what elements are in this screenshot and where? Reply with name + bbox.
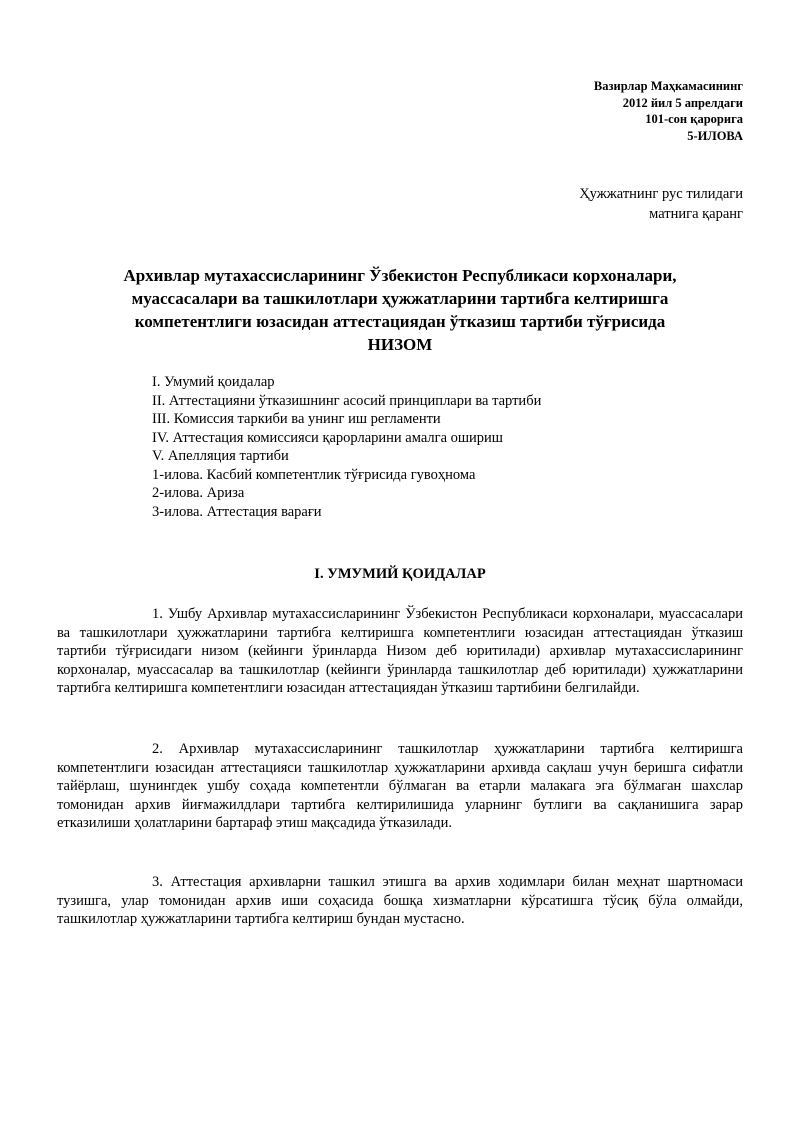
paragraph: 3. Аттестация архивларни ташкил этишга ва архив ходимлари билан меҳнат шартномаси тузишга, улар томонидан архив иши соҳасида бошқа хизматларни кўрсатишга тўсиқ бўла олмайди, ташкилотлар ҳужжатларини тартибга келтириш бундан мустасно. bbox=[57, 874, 743, 927]
note-line: матнига қаранг bbox=[649, 206, 743, 222]
reference-line: 101-сон қарорига bbox=[645, 112, 743, 126]
russian-text-note bbox=[579, 184, 743, 224]
resolution-reference bbox=[594, 78, 743, 144]
toc-item: 3-илова. Аттестация варағи bbox=[152, 503, 322, 520]
toc-item: V. Апелляция тартиби bbox=[152, 448, 289, 464]
toc-item: 1-илова. Касбий компетентлик тўғрисида гувоҳнома bbox=[152, 466, 476, 483]
paragraph: 2. Архивлар мутахассисларининг ташкилотлар ҳужжатларини тартибга келтиришга компетентлиги юзасидан аттестацияси ташкилотлар ҳужжатларини архивда сақлаш учун беришга сифатли тайёрлаш, шунингдек ушбу соҳада компетентли бўлмаган ва етарли малакага эга бўлмаган шахслар томонидан архив йиғмажилдлари тартибга келтирилишида уларнинг бутлиги ва сақланишига зарар етказилиши ҳолатларини бартараф этиш мақсадида ўтказилади. bbox=[57, 741, 743, 831]
document-title bbox=[57, 264, 743, 356]
title-line: Архивлар мутахассисларининг Ўзбекистон Республикаси корхоналари, bbox=[123, 266, 677, 285]
reference-line: Вазирлар Маҳкамасининг bbox=[593, 79, 743, 93]
note-line: Ҳужжатнинг рус тилидаги bbox=[579, 186, 743, 202]
toc-item: II. Аттестацияни ўтказишнинг асосий принциплари ва тартиби bbox=[152, 392, 542, 409]
toc-item: 2-илова. Ариза bbox=[152, 485, 245, 501]
title-line: компетентлиги юзасидан аттестациядан ўтказиш тартиби тўғрисида bbox=[134, 312, 666, 331]
table-of-contents bbox=[152, 373, 541, 521]
paragraph: 1. Ушбу Архивлар мутахассисларининг Ўзбекистон Республикаси корхоналари, муассасалари ва ташкилотлари ҳужжатларини тартибга келтиришга компетентлиги юзасидан аттестациядан ўтказиш тартиби тўғрисидаги низом (кейинги ўринларда Низом деб юритилади) архивлар мутахассисларининг корхоналар, муассасалар ва ташкилотлар (кейинги ўринларда ташкилотлар деб юритилади) ҳужжатларини тартибга келтиришга компетентлиги юзасидан аттестациядан ўтказиш тартибини белгилайди. bbox=[57, 606, 743, 696]
section-heading: I. УМУМИЙ ҚОИДАЛАР bbox=[314, 566, 486, 582]
title-line: муассасалари ва ташкилотлари ҳужжатларини тартибга келтиришга bbox=[131, 289, 669, 308]
toc-item: III. Комиссия таркиби ва унинг иш регламенти bbox=[152, 411, 441, 427]
title-line: НИЗОМ bbox=[367, 335, 433, 354]
reference-line: 2012 йил 5 апрелдаги bbox=[622, 95, 743, 110]
toc-item: I. Умумий қоидалар bbox=[152, 374, 275, 390]
appendix-number: 5-ИЛОВА bbox=[687, 128, 743, 143]
toc-item: IV. Аттестация комиссияси қарорларини амалга ошириш bbox=[152, 429, 503, 446]
